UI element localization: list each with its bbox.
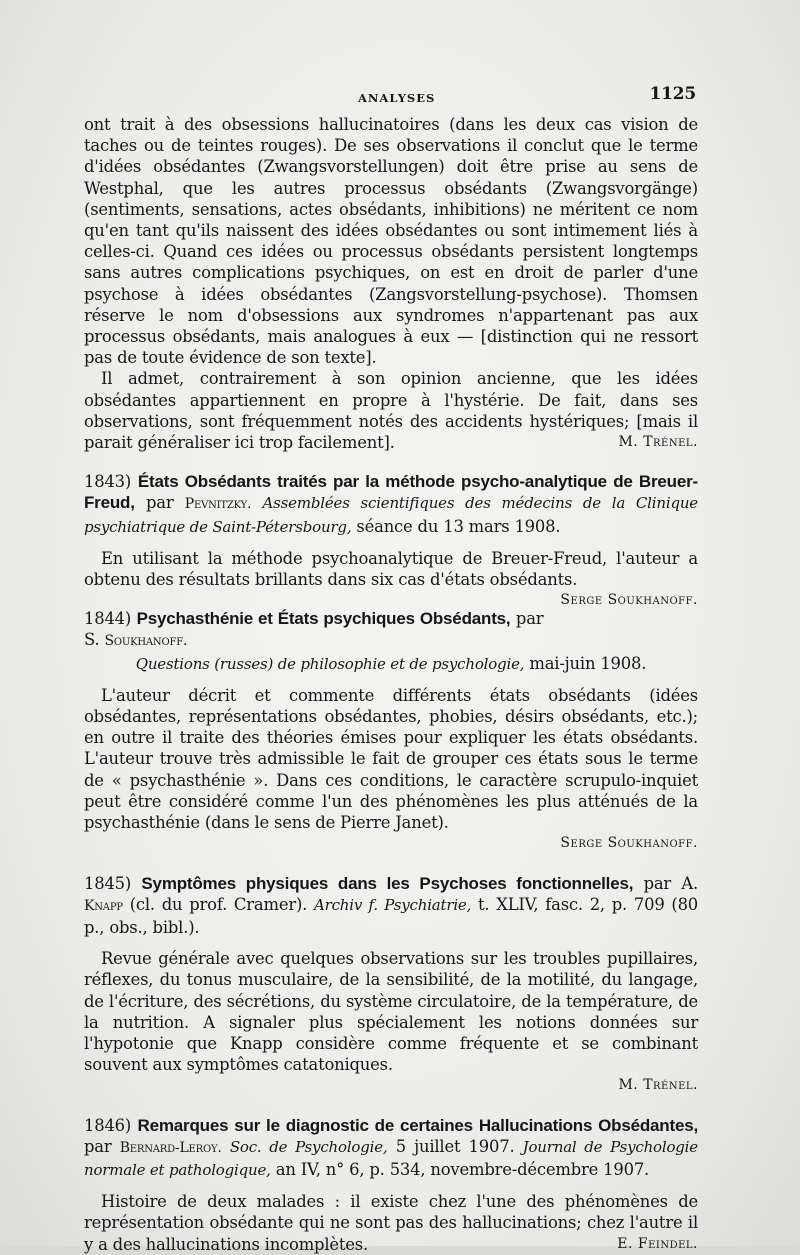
entry-1846	[84, 1115, 698, 1255]
page-number: 1125	[649, 84, 696, 104]
entry-signature: E. Feindel.	[617, 1235, 698, 1252]
entry-number: 1846)	[84, 1115, 132, 1135]
entry-signature: Serge Soukhanoff.	[560, 835, 698, 852]
entry-number: 1843)	[84, 472, 132, 492]
entry-date-2: an IV, n° 6, p. 534, novembre-décembre 1907.	[275, 1159, 650, 1179]
entry-date: t. XLIV, fasc. 2, p. 709 (80 p., obs., bibl.).	[84, 894, 699, 937]
entry-1844	[84, 608, 698, 854]
running-header	[84, 84, 698, 106]
entry-author: Bernard-Leroy.	[119, 1139, 222, 1156]
entry-number: 1845)	[84, 873, 132, 893]
intro-signature: M. Trénel.	[618, 434, 698, 451]
entry-source: Assemblées scientifiques des médecins de la Clinique psychiatrique de Saint-Pétersbourg,	[84, 494, 698, 536]
entry-body: En utilisant la méthode psychoanalytique de Breuer-Freud, l'auteur a obtenu des résultats brillants dans six cas d'états obsédants. Serge Soukhanoff.	[84, 548, 698, 590]
entry-author: Knapp	[84, 897, 123, 914]
entry-title: Psychasthénie et États psychiques Obsédants,	[136, 609, 511, 629]
entry-date: séance du 13 mars 1908.	[356, 516, 561, 536]
entry-source: Soc. de Psychologie,	[229, 1137, 388, 1156]
entry-1843	[84, 471, 698, 609]
entry-source: Questions (russes) de philosophie et de psychologie,	[135, 654, 525, 673]
entry-author: Soukhanoff.	[104, 633, 188, 650]
entry-reference	[84, 653, 698, 675]
entry-signature: M. Trénel.	[618, 1077, 698, 1094]
entry-number: 1844)	[84, 609, 132, 629]
entry-body: Histoire de deux malades : il existe chez l'une des phénomènes de représentation obsédante qui ne sont pas des hallucinations; chez l'autre il y a des hallucinations incomplètes. E. Feindel.	[84, 1192, 698, 1254]
entry-title: Symptômes physiques dans les Psychoses fonctionnelles,	[141, 873, 634, 893]
entry-heading: 1845) Symptômes physiques dans les Psychoses fonctionnelles, par A. Knapp (cl. du prof. Cramer). Archiv f. Psychiatrie, t. XLIV, fasc. 2, p. 709 (80 p., obs., bibl.).	[84, 873, 699, 937]
entry-date: mai-juin 1908.	[529, 653, 647, 673]
entry-body: Revue générale avec quelques observations sur les troubles pupillaires, réflexes, du tonus musculaire, de la sensibilité, de la motilité, du langage, de l'écriture, des sécrétions, du système circulatoire, de la température, de la nutrition. A signaler plus spécialement les notions données sur l'hypotonie que Knapp considère comme fréquente et se combinant souvent aux symptômes catatoniques.	[84, 949, 698, 1075]
entry-source-2: Journal de Psychologie normale et pathologique,	[84, 1137, 698, 1179]
entry-heading: 1846) Remarques sur le diagnostic de certaines Hallucinations Obsédantes, par Bernard-Leroy. Soc. de Psychologie, 5 juillet 1907. Journal de Psychologie normale et pathologique, an IV, n° 6, p. 534, novembre-décembre 1907.	[84, 1115, 698, 1179]
entry-title: Remarques sur le diagnostic de certaines Hallucinations Obsédantes,	[137, 1115, 698, 1135]
entry-author: Pevnitzky.	[184, 496, 252, 513]
text-column	[84, 84, 698, 1255]
entry-1845	[84, 873, 698, 1097]
entry-title: États Obsédants traités par la méthode psycho-analytique de Breuer-Freud,	[84, 472, 698, 513]
entry-heading: 1843) États Obsédants traités par la méthode psycho-analytique de Breuer-Freud, par Pevnitzky. Assemblées scientifiques des médecins de la Clinique psychiatrique de Saint-Pétersbourg, séance du 13 mars 1908.	[84, 472, 698, 536]
header-title: ANALYSES	[358, 91, 436, 105]
entry-heading: 1844) Psychasthénie et États psychiques Obsédants, par S. Soukhanoff.	[84, 609, 544, 650]
intro-paragraph-2: Il admet, contrairement à son opinion ancienne, que les idées obsédantes appartiennent en propre à l'hystérie. De fait, dans ses observations, sont fréquemment notés des accidents hystériques; [mais il parait généraliser ici trop facilement]. M. Trénel.	[84, 369, 698, 453]
entry-body: L'auteur décrit et commente différents états obsédants (idées obsédantes, représentations obsédantes, phobies, désirs obsédants, etc.); en outre il traite des théories émises pour expliquer les états obsédants. L'auteur trouve très admissible le fait de grouper ces états sous le terme de « psychasthénie ». Dans ces conditions, le caractère scrupulo-inquiet peut être considéré comme l'un des phénomènes les plus atténués de la psychasthénie (dans le sens de Pierre Janet).	[84, 685, 698, 833]
entry-date: 5 juillet 1907.	[395, 1136, 515, 1156]
entry-source: Archiv f. Psychiatrie,	[314, 895, 472, 914]
intro-paragraph-1: ont trait à des obsessions hallucinatoires (dans les deux cas vision de taches ou de teintes rouges). De ses observations il conclut que le terme d'idées obsédantes (Zwangsvorstellungen) doit être prise au sens de Westphal, que les autres processus obsédants (Zwangsvorgänge) (sentiments, sensations, actes obsédants, inhibitions) ne méritent ce nom qu'en tant qu'ils naissent des idées obsédantes ou sont intimement liés à celles-ci. Quand ces idées ou processus obsédants persistent longtemps sans autres complications psychiques, on est en droit de parler d'une psychose à idées obsédantes (Zangsvorstellung-psychose). Thomsen réserve le nom d'obsessions aux syndromes n'appartenant pas aux processus obsédants, mais analogues à eux — [distinction qui ne ressort pas de toute évidence de son texte].	[84, 115, 698, 368]
entry-signature: Serge Soukhanoff.	[560, 592, 698, 609]
